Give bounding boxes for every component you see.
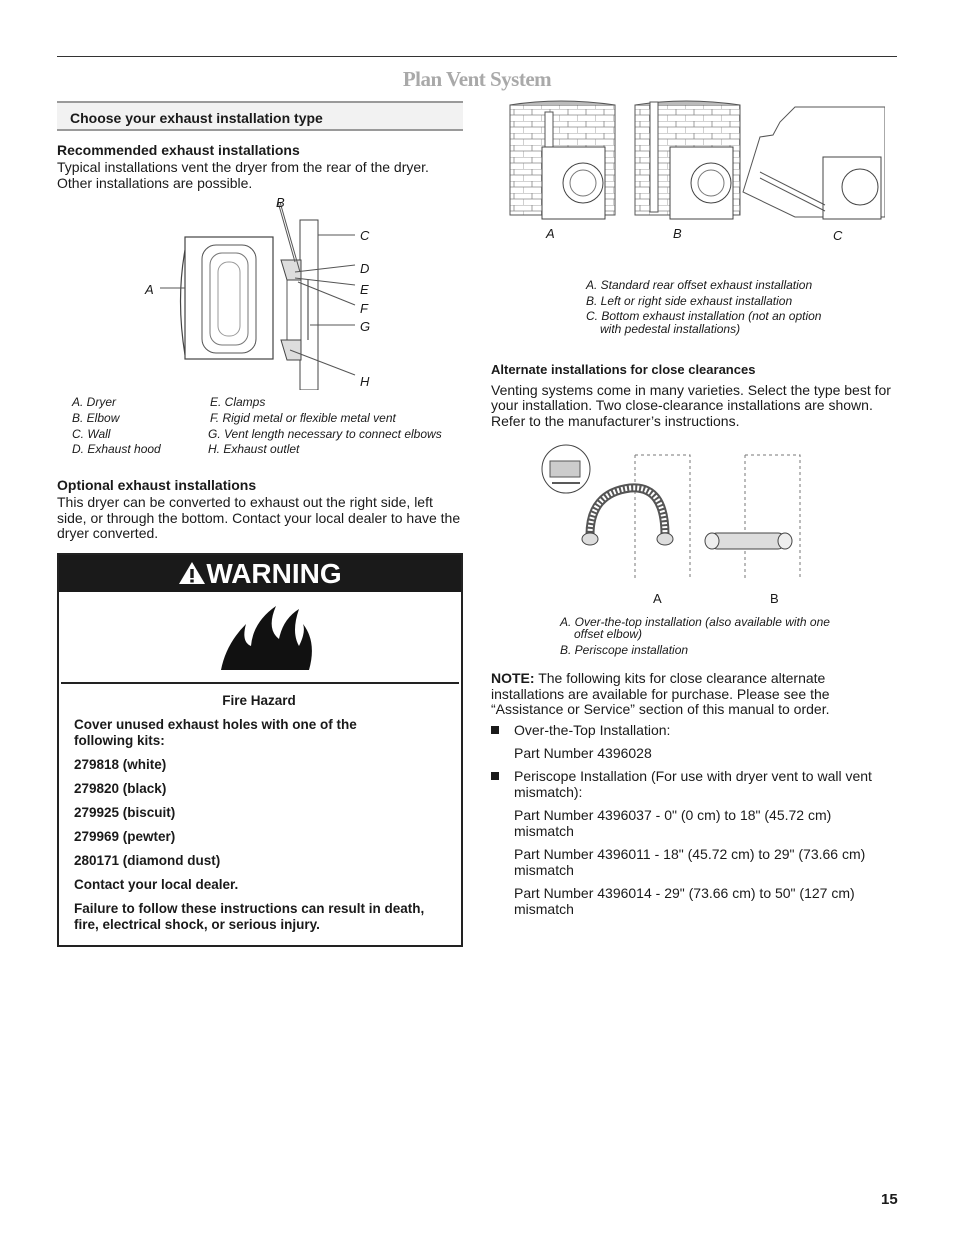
legend-D: D. Exhaust hood — [72, 442, 161, 456]
warning-body — [74, 693, 444, 941]
kit-white: 279818 (white) — [74, 757, 167, 772]
legend-F: F. Rigid metal or flexible metal vent — [210, 411, 396, 425]
mid-caption-A: A. Over-the-top installation (also available with one — [560, 615, 830, 629]
legend-A: A. Dryer — [72, 395, 117, 409]
warning-hazard: Fire Hazard — [222, 693, 296, 708]
top-caption-A: A. Standard rear offset exhaust installation — [586, 278, 813, 292]
mid-label-B: B — [770, 591, 779, 606]
top-caption-C: C. Bottom exhaust installation (not an option — [586, 309, 822, 323]
warning-contact: Contact your local dealer. — [74, 877, 239, 892]
warning-fail-2: fire, electrical shock, or serious injury. — [74, 917, 320, 932]
warning-header — [59, 555, 461, 592]
label-F: F — [360, 301, 368, 316]
legend-H: H. Exhaust outlet — [208, 442, 300, 456]
alternate-line-3: Refer to the manufacturer’s instructions. — [491, 413, 740, 429]
recommended-text-1: Typical installations vent the dryer from the rear of the dryer. — [57, 159, 429, 175]
optional-line-2: side, or through the bottom. Contact your local dealer to have the — [57, 510, 461, 526]
note-text-1: The following kits for close clearance alternate — [538, 670, 826, 686]
legend-G: G. Vent length necessary to connect elbows — [208, 427, 442, 441]
kit-pewter: 279969 (pewter) — [74, 829, 176, 844]
bullet-1-text: Over-the-Top Installation: — [514, 722, 671, 738]
note-line-2: installations are available for purchase. Please see the — [491, 686, 830, 702]
fire-image-panel — [61, 594, 459, 684]
alternate-line-2: your installation. Two close-clearance installations are shown. — [491, 397, 873, 413]
top-rule — [57, 56, 897, 57]
dryer-vent-diagram — [140, 190, 390, 390]
top-label-B: B — [673, 226, 682, 241]
recommended-text-2: Other installations are possible. — [57, 175, 253, 191]
warning-triangle-icon — [178, 560, 206, 586]
bullet-2-text: Periscope Installation (For use with dryer vent to wall vent — [514, 768, 872, 784]
top-label-C: C — [833, 228, 843, 243]
page-number: 15 — [881, 1191, 898, 1208]
bullet-2-text-2: mismatch): — [514, 784, 583, 800]
part-4396014-mismatch: mismatch — [514, 901, 574, 917]
bullet-square-icon — [491, 726, 499, 734]
part-over-the-top: Part Number 4396028 — [514, 745, 652, 761]
close-clearance-illustration — [540, 443, 815, 583]
bullet-square-icon — [491, 772, 499, 780]
part-4396037-mismatch: mismatch — [514, 823, 574, 839]
legend-E: E. Clamps — [210, 395, 266, 409]
note-line-3: “Assistance or Service” section of this manual to order. — [491, 701, 830, 717]
alternate-line-1: Venting systems come in many varieties. Select the type best for — [491, 382, 891, 398]
top-caption-C-2: with pedestal installations) — [600, 322, 741, 336]
mid-caption-B: B. Periscope installation — [560, 643, 689, 657]
kit-black: 279820 (black) — [74, 781, 167, 796]
recommended-heading: Recommended exhaust installations — [57, 142, 300, 158]
note-label: NOTE: — [491, 670, 535, 686]
label-E: E — [360, 282, 369, 297]
mid-caption-A-2: offset elbow) — [574, 627, 643, 641]
label-H: H — [360, 374, 370, 389]
mid-label-A: A — [653, 591, 662, 606]
part-4396011: Part Number 4396011 - 18" (45.72 cm) to 29" (73.66 cm) — [514, 846, 866, 862]
optional-heading: Optional exhaust installations — [57, 477, 257, 493]
label-A: A — [145, 282, 154, 297]
bullet-periscope — [491, 769, 891, 785]
legend-C: C. Wall — [72, 427, 111, 441]
top-caption-B: B. Left or right side exhaust installation — [586, 294, 793, 308]
section-band — [57, 101, 463, 131]
section-band-label: Choose your exhaust installation type — [70, 110, 323, 126]
label-C: C — [360, 228, 370, 243]
warning-line-1b: following kits: — [74, 733, 165, 748]
warning-fail-1: Failure to follow these instructions can result in death, — [74, 901, 425, 916]
page-title: Plan Vent System — [402, 67, 552, 91]
kit-diamond-dust: 280171 (diamond dust) — [74, 853, 221, 868]
bullet-over-the-top — [491, 723, 891, 739]
optional-line-3: dryer converted. — [57, 525, 159, 541]
part-4396014: Part Number 4396014 - 29" (73.66 cm) to 50" (127 cm) — [514, 885, 855, 901]
warning-line-1: Cover unused exhaust holes with one of the — [74, 717, 357, 732]
note-line-1 — [491, 671, 825, 687]
part-4396011-mismatch: mismatch — [514, 862, 574, 878]
alternate-heading: Alternate installations for close clearances — [491, 362, 756, 377]
kit-biscuit: 279925 (biscuit) — [74, 805, 176, 820]
optional-line-1: This dryer can be converted to exhaust out the right side, left — [57, 494, 433, 510]
warning-title: WARNING — [206, 558, 342, 589]
warning-box — [57, 553, 463, 947]
part-4396037: Part Number 4396037 - 0" (0 cm) to 18" (45.72 cm) — [514, 807, 832, 823]
label-B: B — [276, 195, 285, 210]
exhaust-options-illustration — [505, 97, 885, 222]
legend-B: B. Elbow — [72, 411, 120, 425]
label-D: D — [360, 261, 370, 276]
fire-hazard-icon — [61, 594, 459, 682]
label-G: G — [360, 319, 371, 334]
top-label-A: A — [546, 226, 555, 241]
